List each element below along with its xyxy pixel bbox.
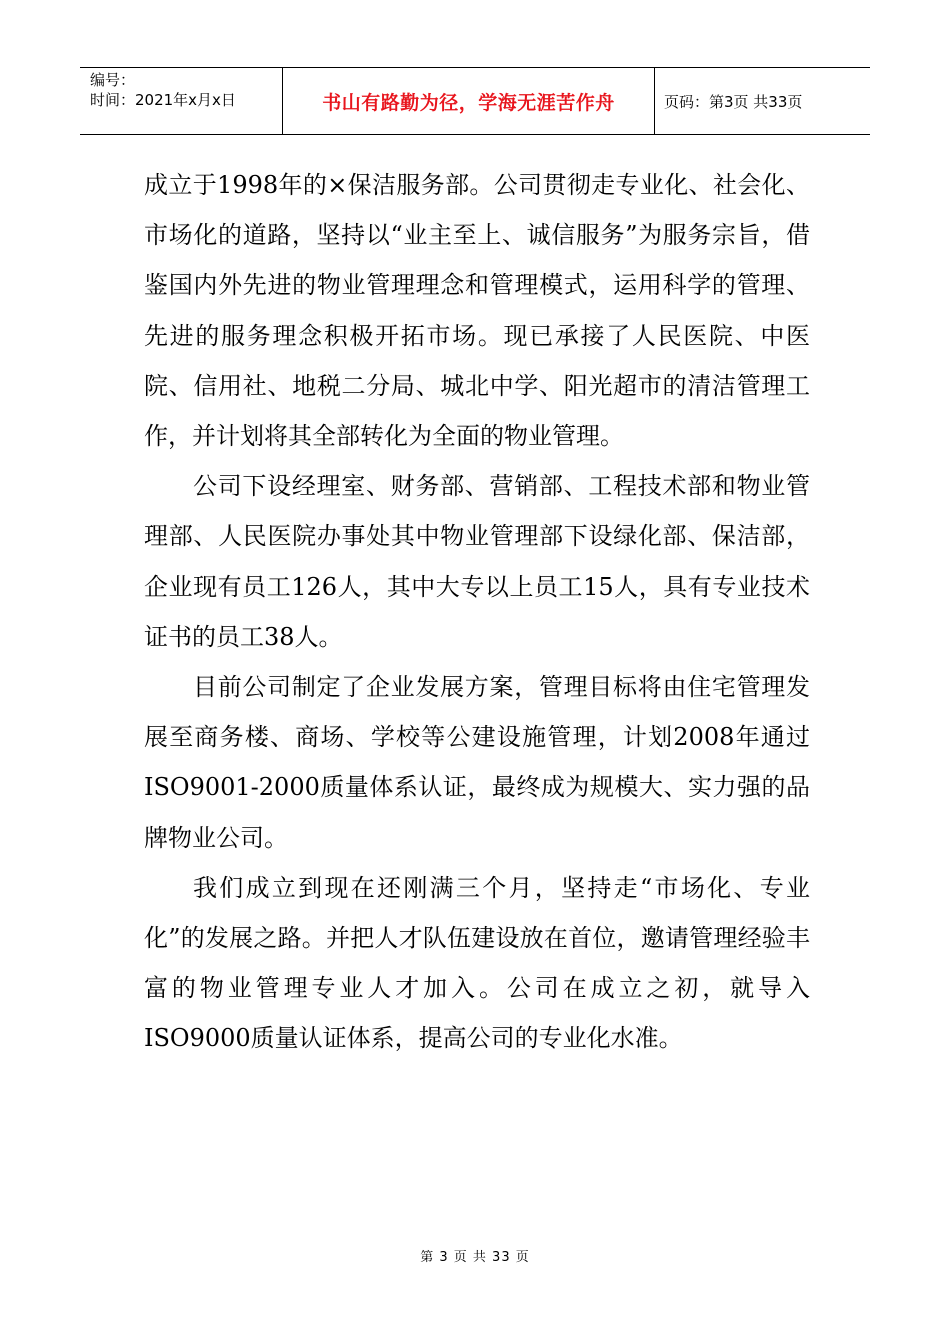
paragraph: 公司下设经理室、财务部、营销部、工程技术部和物业管理部、人民医院办事处其中物业管理部下设绿化部、保洁部，企业现有员工126人，其中大专以上员工15人，具有专业技术证书的员工38人。: [144, 472, 810, 651]
page-footer: 第 3 页 共 33 页: [420, 1250, 530, 1265]
document-number-label: 编号：: [90, 71, 136, 89]
paragraph: 目前公司制定了企业发展方案，管理目标将由住宅管理发展至商务楼、商场、学校等公建设施管理，计划2008年通过ISO9001-2000质量体系认证，最终成为规模大、实力强的品牌物业公司。: [144, 673, 810, 852]
header-page-info-cell: [655, 68, 870, 134]
header-page-info: 页码：第3页 共33页: [664, 92, 803, 111]
header-motto-cell: [283, 68, 655, 134]
paragraph: 我们成立到现在还刚满三个月，坚持走“市场化、专业化”的发展之路。并把人才队伍建设放在首位，邀请管理经验丰富的物业管理专业人才加入。公司在成立之初，就导入ISO9000质量认证体系，提高公司的专业化水准。: [144, 873, 810, 1053]
header-motto: 书山有路勤为径，学海无涯苦作舟: [322, 91, 615, 114]
document-time: 时间：2021年x月x日: [90, 91, 236, 109]
header-meta: [80, 68, 283, 134]
document-body: [144, 160, 810, 1064]
paragraph: 成立于1998年的×保洁服务部。公司贯彻走专业化、社会化、市场化的道路，坚持以“业主至上、诚信服务”为服务宗旨，借鉴国内外先进的物业管理理念和管理模式，运用科学的管理、先进的服务理念积极开拓市场。现已承接了人民医院、中医院、信用社、地税二分局、城北中学、阳光超市的清洁管理工作，并计划将其全部转化为全面的物业管理。: [144, 171, 810, 451]
page-header: [80, 67, 870, 135]
